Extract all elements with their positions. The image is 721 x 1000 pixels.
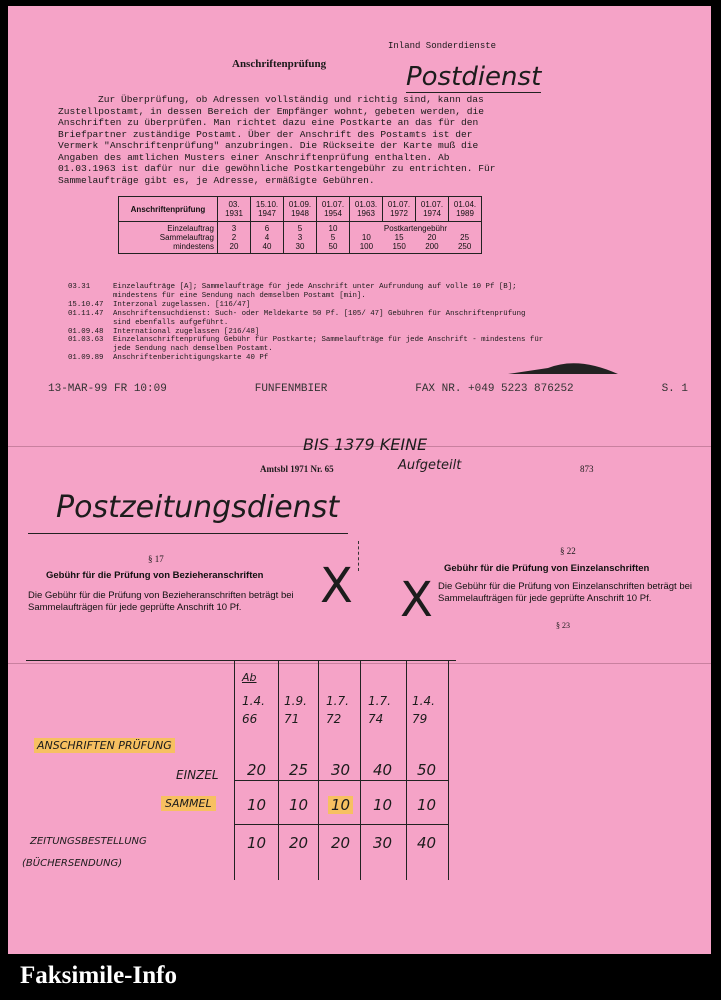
toner-smudge [508,346,628,376]
section22-heading: Gebühr für die Prüfung von Einzelanschriften [444,563,650,574]
note-text: Einzelanschriftenprüfung Gebühr für Postkarte; Sammelaufträge für jede Anschrift - mindestens für [113,336,544,345]
note-text: jede Sendung nach demselben Postamt. [113,345,273,354]
note-row [68,328,568,337]
postkarte-note: Postkartengebühr [383,224,448,233]
note-row [68,283,568,292]
note-row [68,292,568,301]
note-text: sind ebenfalls aufgeführt. [113,318,229,327]
rate-date: 01.07. 1954 [317,197,350,222]
rate-sammel-late: 10 15 20 25 [361,233,470,242]
note-row [68,336,568,345]
hand-value-zeitung: 20 [331,834,351,852]
note-text: International zugelassen [216/48] [113,327,260,336]
rate-date: 01.07. 1972 [383,197,416,222]
fax-line [48,383,688,395]
rate-date: 01.04. 1989 [449,197,482,222]
hand-label-buecher: (BÜCHERSENDUNG) [22,858,123,869]
handwritten-section-title: Postzeitungsdienst [56,490,340,525]
title-underline [406,92,541,93]
intro-line: Briefpartner zuständige Postamt. Über der Anschrift des Postamts ist der [58,128,473,140]
amtsblatt-page: 873 [580,464,594,474]
header-top-right: Inland Sonderdienste [388,41,497,51]
note-date [68,345,113,354]
column-divider [358,541,359,571]
rate-table [118,196,482,254]
table-line [406,660,407,880]
handwritten-bis: BIS 1379 KEINE [303,435,428,454]
intro-line: Vermerk "Anschriftenprüfung" anzubringen. Die Rückseite der Karte muß die [58,140,479,151]
note-date: 15.10.47 [68,300,104,309]
table-line [26,660,456,661]
hand-date: 1.4. [242,694,265,708]
note-date: 01.11.47 [68,309,104,318]
row-label-einzel: Einzelauftrag [167,224,214,233]
handwritten-aufgeteilt: Aufgeteilt [398,458,462,473]
note-date: 03.31 [68,283,91,291]
rate-date: 03. 1931 [218,197,251,222]
intro-line: Zur Überprüfung, ob Adressen vollständig und richtig sind, kann das [98,94,484,105]
notes-list [68,283,568,363]
note-date [68,292,113,301]
rate-table-header-row [119,197,482,222]
hand-label-zeitung: ZEITUNGSBESTELLUNG [30,836,147,847]
intro-line: Sammelaufträge gibt es, je Adresse, ermäßigte Gebühren. [58,174,375,186]
hand-value-sammel: 10 [417,796,437,814]
hand-value-sammel: 10 [247,796,267,814]
cross-mark: X [320,558,353,614]
table-line [448,660,449,880]
hand-date: 79 [412,712,428,726]
section-title-underline [28,533,348,534]
hand-value-zeitung: 40 [417,834,437,852]
hand-value-einzel: 25 [289,761,309,779]
table-line [318,660,319,880]
note-text: Anschriftensuchdienst: Such- oder Meldekarte 50 Pf. [105/ 47] Gebühren für Anschriftenprüfung [113,309,526,318]
hand-value-sammel: 10 [328,796,353,814]
section23-number: § 23 [556,621,570,630]
note-text: mindestens für eine Sendung nach demselben Postamt [min]. [113,291,366,300]
rate-row-labels [119,222,218,254]
section17-body: Die Gebühr für die Prüfung von Bezieheranschriften beträgt bei Sammelaufträgen für jede geprüfte Anschrift 10 Pf. [28,590,294,613]
table-line [360,660,361,880]
amtsblatt-label: Amtsbl 1971 Nr. 65 [260,464,334,474]
footer-label: Faksimile-Info [20,962,177,989]
hand-value-sammel: 10 [373,796,393,814]
hand-label-main: ANSCHRIFTEN PRÜFUNG [34,738,175,753]
hand-value-einzel: 30 [331,761,351,779]
fax-number: FAX NR. +049 5223 876252 [415,383,574,395]
note-row [68,354,568,363]
rate-col: 6 4 40 [251,222,284,254]
hand-value-sammel: 10 [289,796,309,814]
note-row [68,310,568,319]
intro-line: Angaben des amtlichen Musters einer Anschriftenprüfung enthalten. Ab [58,151,450,163]
fax-page: S. 1 [661,383,688,395]
rate-min-late: 100 150 200 250 [359,242,472,251]
section22-number: § 22 [560,546,576,556]
intro-paragraph [58,94,558,186]
cross-mark: X [400,572,433,628]
hand-date: 72 [326,712,342,726]
hand-date: 1.9. [284,694,307,708]
document-sheet [8,6,711,954]
hand-ab: Ab [242,671,257,684]
hand-date: 66 [242,712,258,726]
section17-heading: Gebühr für die Prüfung von Bezieheranschriften [46,570,264,581]
hand-value-einzel: 40 [373,761,393,779]
rate-date: 01.07. 1974 [416,197,449,222]
rate-date: 01.03. 1963 [350,197,383,222]
note-date [68,319,113,328]
note-date: 01.09.48 [68,327,104,336]
section22-body: Die Gebühr für die Prüfung von Einzelanschriften beträgt bei Sammelaufträgen für jede geprüfte Anschrift 10 Pf. [438,581,693,604]
hand-value-zeitung: 10 [247,834,267,852]
rate-table-body-row [119,222,482,254]
row-label-sammel: Sammelauftrag [159,233,214,242]
hand-value-einzel: 50 [417,761,437,779]
hand-date: 1.4. [412,694,435,708]
hand-date: 71 [284,712,300,726]
note-row [68,301,568,310]
note-date: 01.09.89 [68,354,104,363]
row-label-min: mindestens [173,242,214,251]
intro-line: Zustellpostamt, in dessen Bereich der Empfänger wohnt, gebeten werden, die [58,105,485,117]
handwritten-title: Postdienst [406,62,542,92]
fax-date: 13-MAR-99 FR 10:09 [48,383,167,395]
rate-date: 01.09. 1948 [284,197,317,222]
rate-date: 15.10. 1947 [251,197,284,222]
rate-postkarte-block [350,222,482,254]
table-line [234,660,235,880]
hand-value-zeitung: 20 [289,834,309,852]
hand-value-zeitung: 30 [373,834,393,852]
note-text: Interzonal zugelassen. [116/47] [113,300,251,309]
note-date: 01.03.63 [68,336,104,345]
note-text: Anschriftenberichtigungskarte 40 Pf [113,354,269,363]
intro-line: Anschriften zu überprüfen. Man richtet dazu eine Postkarte an das für den [58,117,479,128]
intro-line: 01.03.1963 ist dafür nur die gewöhnliche Postkartengebühr zu entrichten. Für [58,163,496,174]
hand-date: 74 [368,712,384,726]
rate-table-corner: Anschriftenprüfung [119,197,218,222]
note-row [68,345,568,354]
page-title: Anschriftenprüfung [232,58,327,70]
rate-col: 5 3 30 [284,222,317,254]
rate-col: 3 2 20 [218,222,251,254]
hand-value-einzel: 20 [247,761,267,779]
hand-label-einzel: EINZEL [176,768,219,782]
note-text: Einzelaufträge [A]; Sammelaufträge für jede Anschrift unter Aufrundung auf volle 10 Pf [B]; [113,283,517,291]
hand-date: 1.7. [368,694,391,708]
fax-sender: FUNFENMBIER [254,383,328,395]
table-line [234,824,448,825]
hand-date: 1.7. [326,694,349,708]
rate-col: 10 5 50 [317,222,350,254]
hand-label-sammel: SAMMEL [161,796,216,811]
table-line [234,780,448,781]
note-row [68,319,568,328]
section17-number: § 17 [148,554,164,564]
table-line [278,660,279,880]
